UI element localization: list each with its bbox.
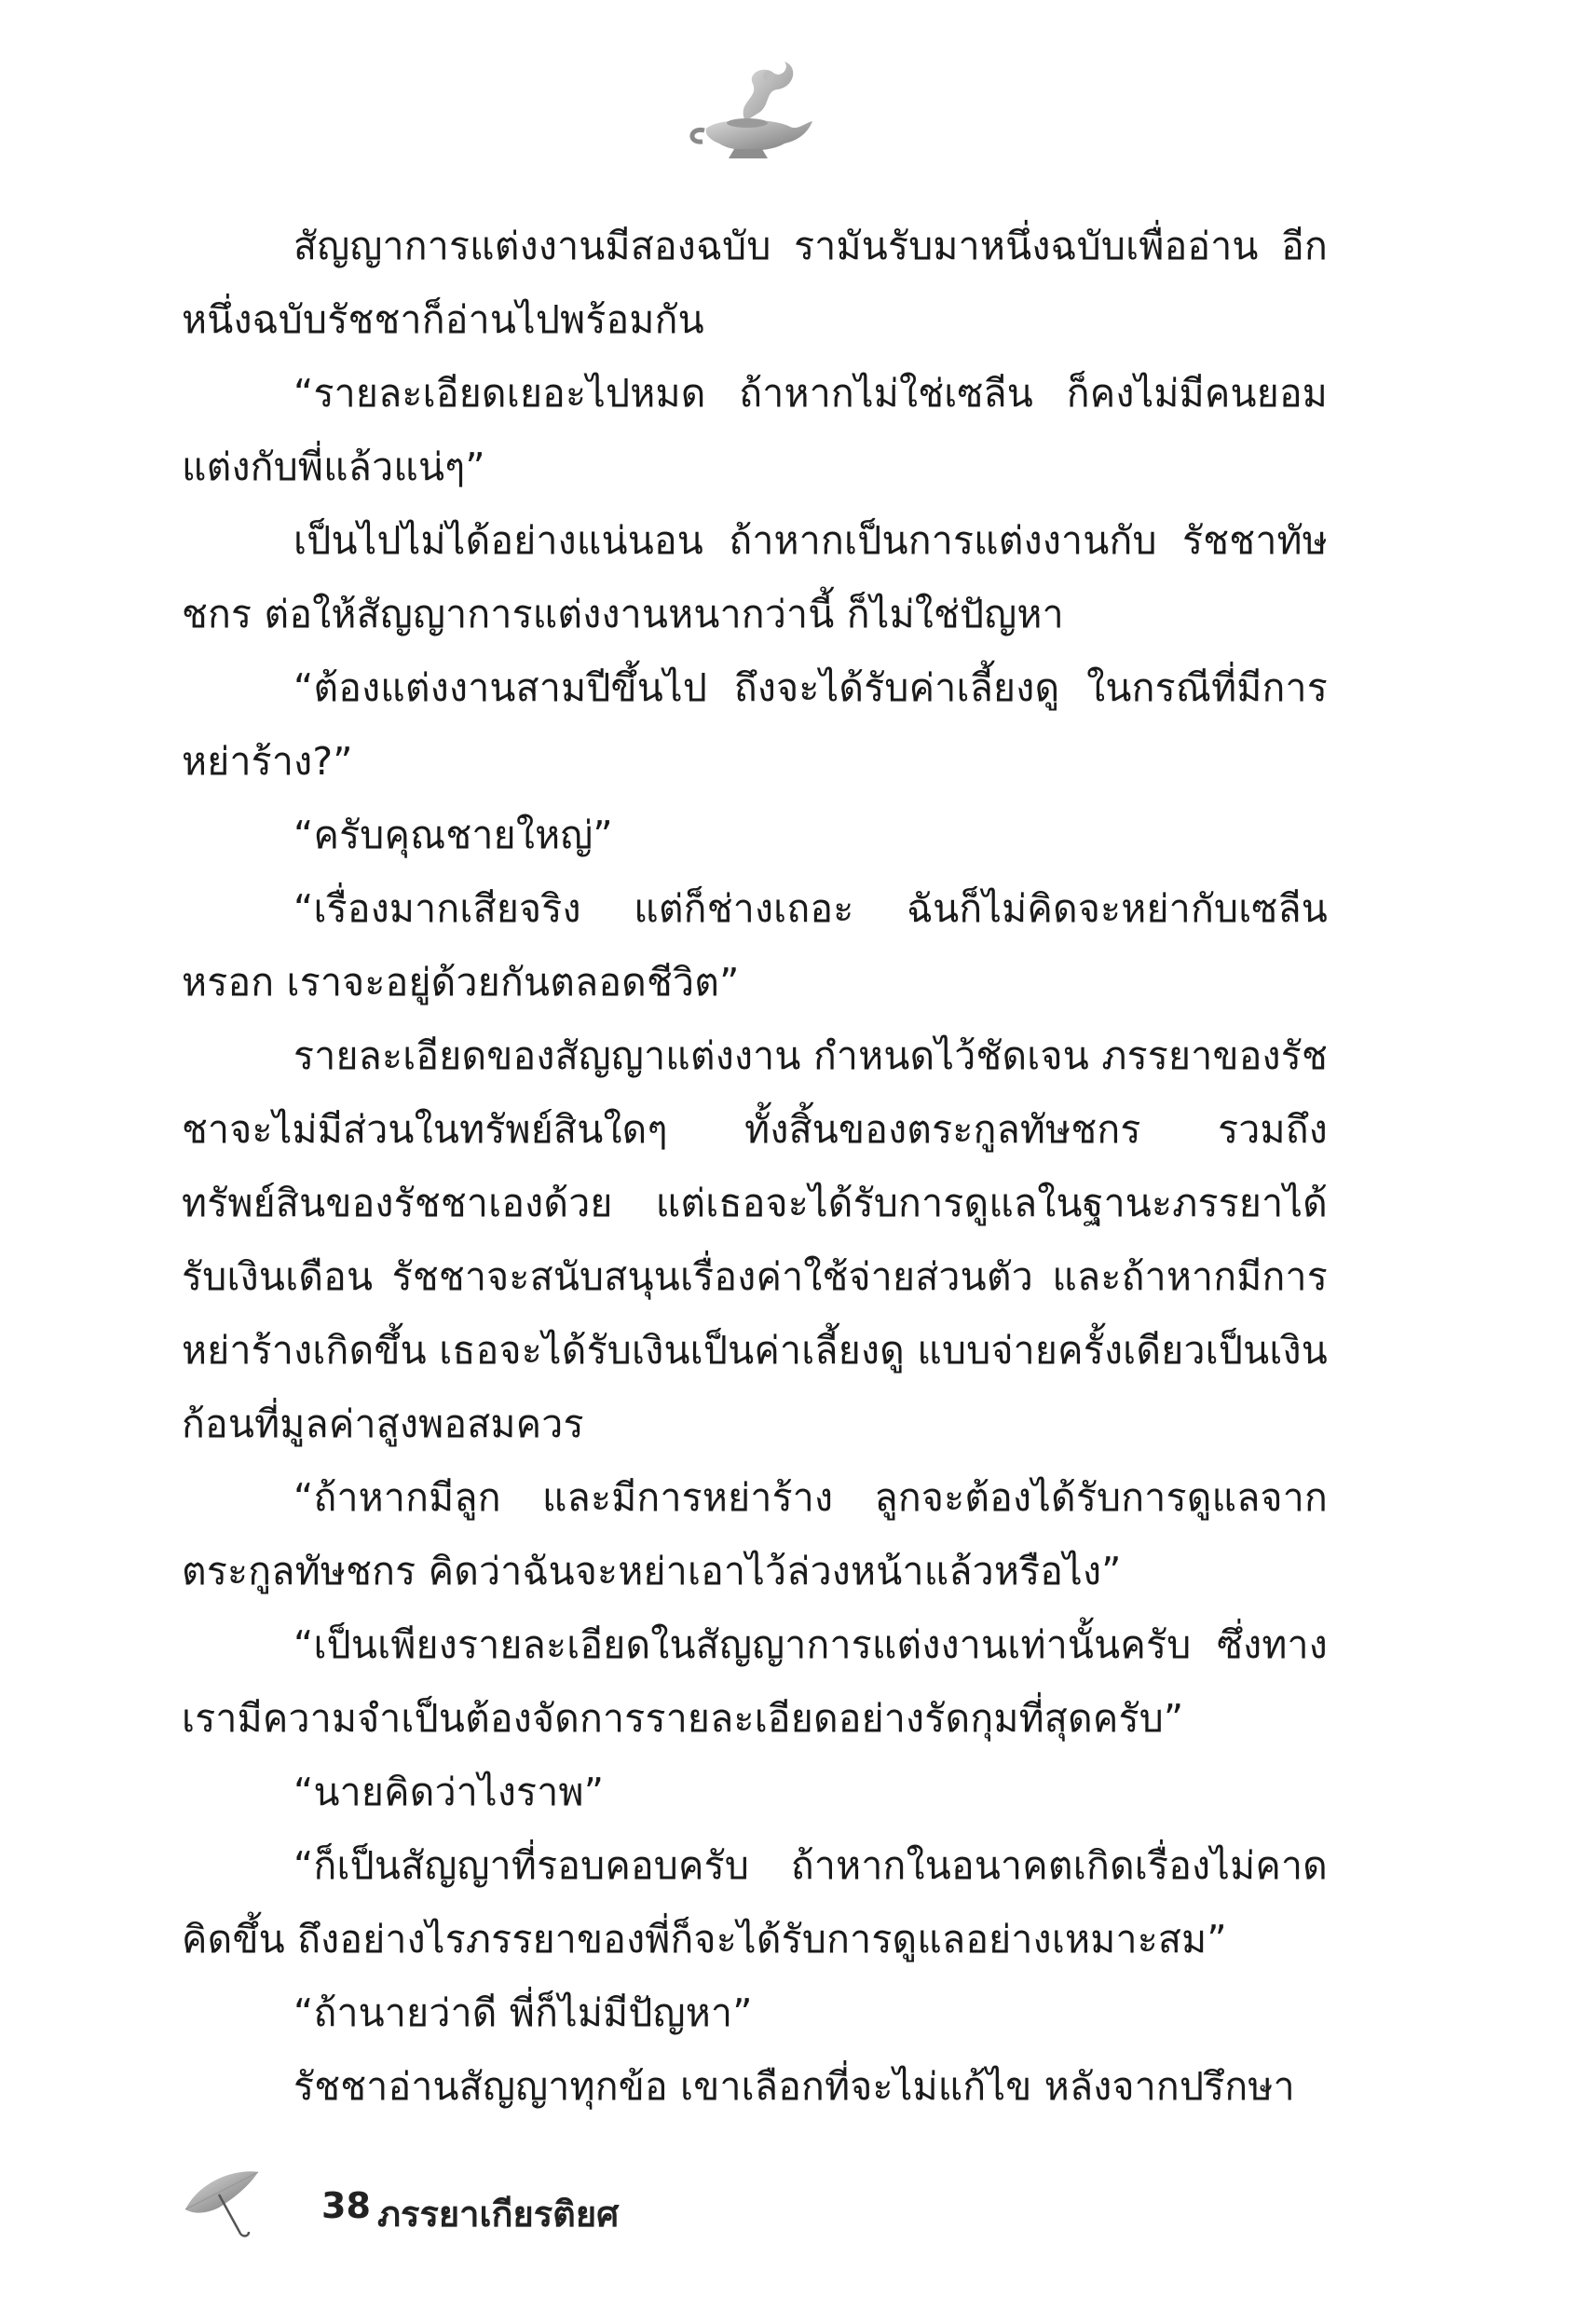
page-footer xyxy=(182,2157,1020,2241)
paragraph: สัญญาการแต่งงานมีสองฉบับ รามันรับมาหนึ่งฉบับเพื่ออ่าน อีกหนึ่งฉบับรัชชาก็อ่านไปพร้อมกัน xyxy=(182,224,1328,342)
paragraph: “นายคิดว่าไงราพ” xyxy=(293,1770,605,1814)
genie-lamp-icon xyxy=(680,56,820,168)
paragraph: “รายละเอียดเยอะไปหมด ถ้าหากไม่ใช่เซลีน ก็คงไม่มีคนยอมแต่งกับพี่แล้วแน่ๆ” xyxy=(182,371,1328,489)
umbrella-icon xyxy=(182,2167,266,2241)
paragraph: “เรื่องมากเสียจริง แต่ก็ช่างเถอะ ฉันก็ไม่คิดจะหย่ากับเซลีนหรอก เราจะอยู่ด้วยกันตลอดชีวิต” xyxy=(182,886,1328,1005)
paragraph: รัชชาอ่านสัญญาทุกข้อ เขาเลือกที่จะไม่แก้ไข หลังจากปรึกษา xyxy=(293,2064,1295,2109)
paragraph: “ถ้านายว่าดี พี่ก็ไม่มีปัญหา” xyxy=(293,1990,753,2035)
paragraph: เป็นไปไม่ได้อย่างแน่นอน ถ้าหากเป็นการแต่งงานกับ รัชชาทัษชกร ต่อให้สัญญาการแต่งงานหนากว่านี้ ก็ไม่ใช่ปัญหา xyxy=(182,518,1328,636)
paragraph: “ต้องแต่งงานสามปีขึ้นไป ถึงจะได้รับค่าเลี้ยงดู ในกรณีที่มีการหย่าร้าง?” xyxy=(182,665,1328,784)
book-title: ภรรยาเกียรติยศ xyxy=(377,2194,620,2235)
paragraph: “ครับคุณชายใหญ่” xyxy=(293,813,613,857)
body-text xyxy=(182,210,1328,2124)
paragraph: รายละเอียดของสัญญาแต่งงาน กำหนดไว้ชัดเจน ภรรยาของรัชชาจะไม่มีส่วนในทรัพย์สินใดๆ ทั้งสิ้นของตระกูลทัษชกร รวมถึงทรัพย์สินของรัชชาเองด้วย แต่เธอจะได้รับการดูแลในฐานะภรรยาได้รับเงินเดือน รัชชาจะสนับสนุนเรื่องค่าใช้จ่ายส่วนตัว และถ้าหากมีการหย่าร้างเกิดขึ้น เธอจะได้รับเงินเป็นค่าเลี้ยงดู แบบจ่ายครั้งเดียวเป็นเงินก้อนที่มูลค่าสูงพอสมควร xyxy=(182,1033,1328,1446)
paragraph: “เป็นเพียงรายละเอียดในสัญญาการแต่งงานเท่านั้นครับ ซึ่งทางเรามีความจำเป็นต้องจัดการรายละเอียดอย่างรัดกุมที่สุดครับ” xyxy=(182,1622,1328,1741)
page-number: 38 xyxy=(321,2185,371,2226)
paragraph: “ถ้าหากมีลูก และมีการหย่าร้าง ลูกจะต้องได้รับการดูแลจากตระกูลทัษชกร คิดว่าฉันจะหย่าเอาไว้ล่วงหน้าแล้วหรือไง” xyxy=(182,1475,1328,1593)
paragraph: “ก็เป็นสัญญาที่รอบคอบครับ ถ้าหากในอนาคตเกิดเรื่องไม่คาดคิดขึ้น ถึงอย่างไรภรรยาของพี่ก็จะได้รับการดูแลอย่างเหมาะสม” xyxy=(182,1843,1328,1962)
